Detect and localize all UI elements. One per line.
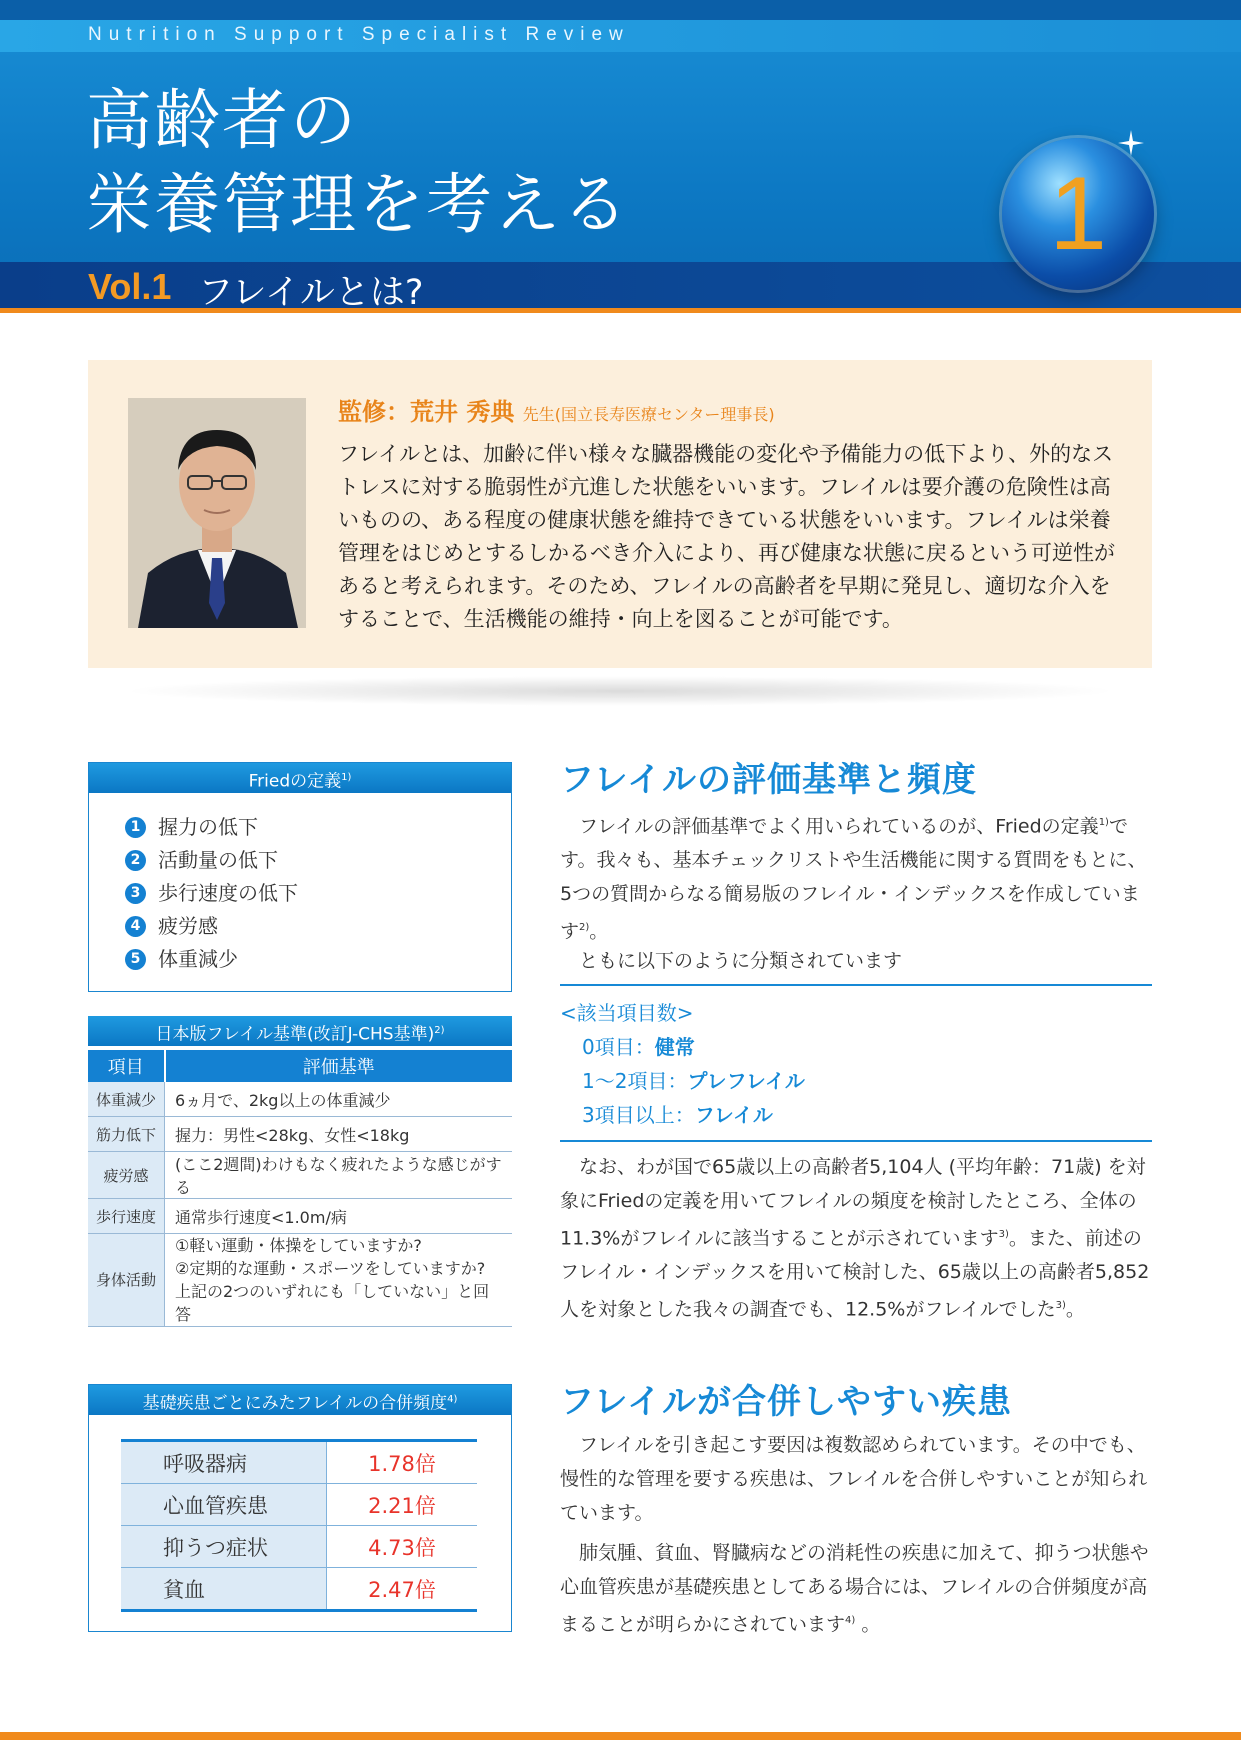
reference-mark: 3) (998, 1229, 1009, 1240)
table-cell-item: 身体活動 (88, 1234, 165, 1327)
section2-paragraph-1: フレイルを引き起こす要因は複数認められています。その中でも、慢性的な管理を要する疾患は、フレイルを合併しやすいことが知られています。 (560, 1434, 1148, 1524)
table-cell-item: 疲労感 (88, 1152, 165, 1199)
ratio-value: 4.73倍 (327, 1526, 478, 1568)
section2-heading: フレイルが合併しやすい疾患 (560, 1382, 1012, 1422)
title-line-1: 高齢者の (86, 82, 358, 159)
issue-badge-number: 1 (1049, 156, 1107, 272)
box-shadow-decoration (120, 676, 1120, 706)
table-cell-item: 歩行速度 (88, 1199, 165, 1234)
section1-paragraph-2: ともに以下のように分類されています (579, 950, 903, 972)
supervisor-photo (128, 398, 306, 628)
criteria-count: 0項目： (582, 1035, 655, 1059)
fried-list (89, 793, 511, 976)
disease-name: 呼吸器病 (121, 1441, 327, 1484)
footer-orange-rule (0, 1732, 1241, 1740)
number-badge-icon: 1 (125, 817, 146, 838)
table-cell-item: 筋力低下 (88, 1117, 165, 1152)
criteria-bottom-rule (560, 1140, 1152, 1142)
criteria-count: 3項目以上： (582, 1103, 695, 1127)
list-item-label: 疲労感 (158, 914, 218, 938)
criteria-status: プレフレイル (687, 1069, 805, 1093)
site-title-bar (0, 20, 1241, 52)
criteria-line: 上記の2つのいずれにも「していない」と回答 (175, 1282, 490, 1324)
disease-name: 貧血 (121, 1568, 327, 1611)
comorbidity-title-text: 基礎疾患ごとにみたフレイルの合併頻度 (142, 1393, 448, 1414)
table-row (88, 1234, 512, 1327)
criteria-line: ①軽い運動・体操をしていますか? (175, 1236, 422, 1255)
text-span: 。 (589, 920, 609, 943)
jchs-criteria (88, 1016, 512, 1327)
table-cell-criteria: 通常歩行速度<1.0m/病 (165, 1199, 513, 1234)
section1-paragraph-1 (560, 806, 1154, 949)
comorbidity-table (121, 1439, 477, 1612)
sparkle-icon (1118, 130, 1144, 156)
criteria-line (560, 1064, 805, 1098)
text-span: 。 (1065, 1298, 1085, 1321)
header-orange-rule (0, 308, 1241, 313)
table-row (88, 1117, 512, 1152)
supervisor-role: 先生(国立長寿医療センター理事長) (522, 405, 775, 424)
list-item-label: 活動量の低下 (158, 848, 278, 872)
list-item (125, 910, 511, 943)
table-cell-criteria: 6ヵ月で、2kg以上の体重減少 (165, 1082, 513, 1117)
volume-subtitle: フレイルとは? (198, 273, 424, 313)
ratio-value: 1.78倍 (327, 1441, 478, 1484)
table-row (88, 1199, 512, 1234)
section1-heading: フレイルの評価基準と頻度 (560, 760, 977, 800)
section2-paragraph-2 (560, 1536, 1154, 1641)
criteria-block (560, 996, 805, 1132)
table-cell-criteria (165, 1234, 513, 1327)
section1-paragraph-3 (560, 1150, 1154, 1327)
number-badge-icon: 5 (125, 949, 146, 970)
disease-name: 心血管疾患 (121, 1484, 327, 1526)
text-span: 。また、前述のフレイル・インデックスを用いて検討した、65歳以上の高齢者5,852人を対象とした我々の調査でも、12.5%がフレイルでした (560, 1227, 1150, 1321)
comorbidity-title-ref: 4) (447, 1394, 458, 1405)
table-cell-criteria: (ここ2週間)わけもなく疲れたような感じがする (165, 1152, 513, 1199)
column-header: 評価基準 (165, 1050, 513, 1082)
text-span: フレイルの評価基準でよく用いられているのが、Friedの定義 (579, 815, 1099, 838)
column-header: 項目 (88, 1050, 165, 1082)
jchs-title (88, 1016, 512, 1046)
ratio-value: 2.21倍 (327, 1484, 478, 1526)
title-line-2: 栄養管理を考える (86, 166, 630, 243)
site-title: Nutrition Support Specialist Review (88, 24, 630, 45)
criteria-count: 1～2項目： (582, 1069, 688, 1093)
text-span: です。我々も、基本チェックリストや生活機能に関する質問をもとに、5つの質問からなる簡易版のフレイル・インデックスを作成しています (560, 815, 1147, 943)
reference-mark: 4) (845, 1615, 856, 1626)
table-row (121, 1441, 477, 1484)
comorbidity-title (89, 1385, 511, 1415)
criteria-top-rule (560, 984, 1152, 986)
reference-mark: 3) (1055, 1300, 1066, 1312)
criteria-status: フレイル (694, 1103, 773, 1127)
jchs-title-ref: 2) (434, 1025, 445, 1036)
table-cell-criteria: 握力：男性<28kg、女性<18kg (165, 1117, 513, 1152)
table-cell-item: 体重減少 (88, 1082, 165, 1117)
table-row (88, 1152, 512, 1199)
criteria-status: 健常 (654, 1035, 695, 1059)
list-item (125, 811, 511, 844)
volume-label: Vol.1 (88, 266, 172, 307)
jchs-title-text: 日本版フレイル基準(改訂J-CHS基準) (155, 1024, 435, 1045)
list-item-label: 歩行速度の低下 (158, 881, 298, 905)
list-item (125, 844, 511, 877)
fried-box-title (89, 763, 511, 793)
table-row (121, 1526, 477, 1568)
list-item-label: 握力の低下 (158, 815, 258, 839)
portrait-illustration (128, 398, 306, 628)
disease-name: 抑うつ症状 (121, 1526, 327, 1568)
criteria-line (560, 1098, 805, 1132)
comorbidity-box (88, 1384, 512, 1632)
list-item-label: 体重減少 (158, 947, 238, 971)
reference-mark: 1) (1098, 817, 1109, 828)
supervisor-body: フレイルとは、加齢に伴い様々な臓器機能の変化や予備能力の低下より、外的なストレスに対する脆弱性が亢進した状態をいいます。フレイルは要介護の危険性は高いものの、ある程度の健康状態を維持できている状態をいいます。フレイルは栄養管理をはじめとするしかるべき介入により、再び健康な状態に戻るという可逆性があると考えられます。そのため、フレイルの高齢者を早期に発見し、適切な介入をすることで、生活機能の維持・向上を図ることが可能です。 (338, 442, 1115, 631)
number-badge-icon: 3 (125, 883, 146, 904)
text-span: なお、わが国で65歳以上の高齢者5,104人 (平均年齢：71歳) を対象にFriedの定義を用いてフレイルの頻度を検討したところ、全体の11.3%がフレイルに該当することが示されています (560, 1156, 1146, 1250)
criteria-line (560, 1030, 805, 1064)
table-row (121, 1484, 477, 1526)
criteria-title: <該当項目数> (560, 1001, 694, 1025)
criteria-line: ②定期的な運動・スポーツをしていますか? (175, 1259, 486, 1278)
ratio-value: 2.47倍 (327, 1568, 478, 1611)
supervisor-title (338, 392, 775, 427)
number-badge-icon: 4 (125, 916, 146, 937)
text-span: 肺気腫、貧血、腎臓病などの消耗性の疾患に加えて、抑うつ状態や心血管疾患が基礎疾患としてある場合には、フレイルの合併頻度が高まることが明らかにされています (560, 1542, 1149, 1636)
fried-definition-box (88, 762, 512, 992)
jchs-table (88, 1050, 512, 1327)
list-item (125, 943, 511, 976)
header-top-strip (0, 0, 1241, 20)
supervisor-name: 監修：荒井 秀典 (338, 398, 515, 426)
table-header-row (88, 1050, 512, 1082)
table-row (121, 1568, 477, 1611)
table-row (88, 1082, 512, 1117)
fried-title-text: Friedの定義 (248, 771, 342, 792)
fried-title-ref: 1) (341, 772, 352, 783)
list-item (125, 877, 511, 910)
text-span: 。 (855, 1613, 881, 1636)
reference-mark: 2) (579, 922, 590, 934)
number-badge-icon: 2 (125, 850, 146, 871)
